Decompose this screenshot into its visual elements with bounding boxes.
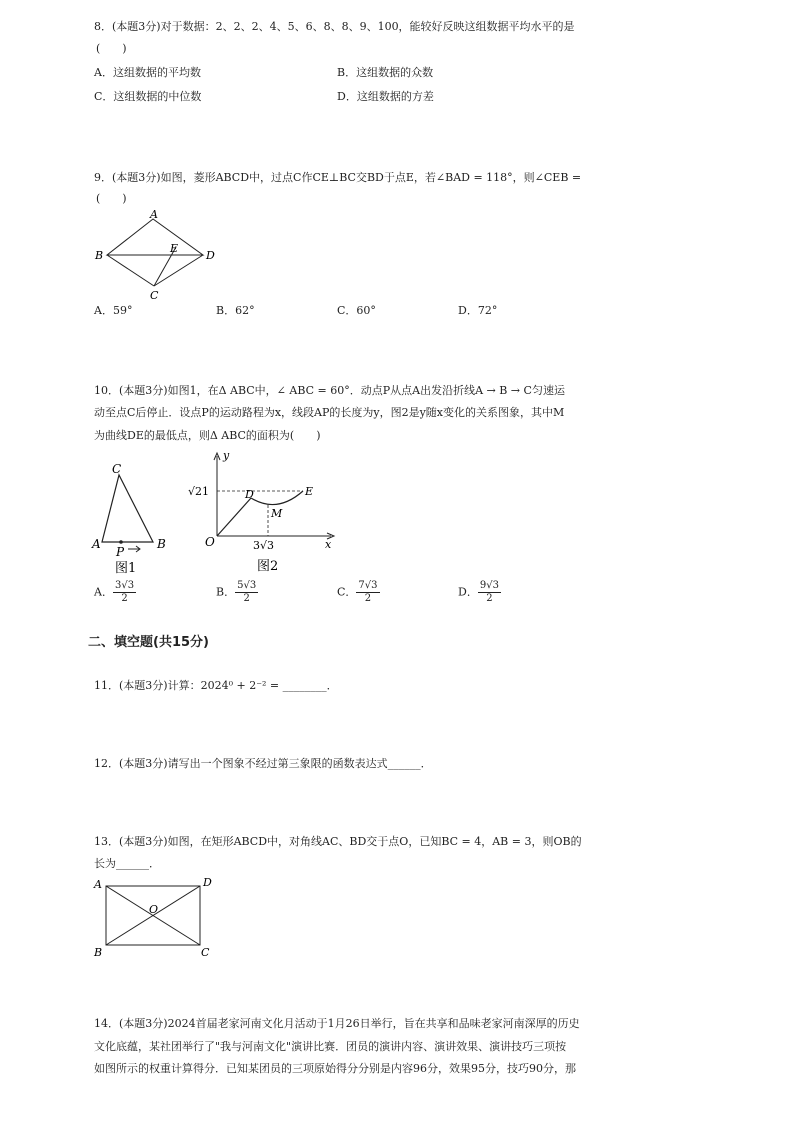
- fraction: [235, 580, 258, 605]
- label-b: B: [95, 249, 104, 262]
- q9-answer-paren: ( ): [96, 192, 127, 205]
- label-e: E: [170, 242, 179, 255]
- point-p: [119, 540, 123, 544]
- rhombus-top: [107, 219, 203, 255]
- label-e: E: [305, 485, 314, 498]
- denominator: 2: [243, 593, 250, 604]
- label-a: A: [94, 878, 102, 891]
- numerator: 7√3: [358, 580, 378, 591]
- numerator: 3√3: [114, 580, 135, 591]
- q8-answer-paren: ( ): [96, 42, 127, 55]
- denominator: 2: [364, 593, 372, 604]
- rhombus-figure: [90, 208, 230, 303]
- tick-sqrt21: √21: [188, 485, 210, 498]
- q10-option-b: [216, 580, 258, 605]
- label-d: D: [206, 249, 215, 262]
- figure-2-caption: 图2: [257, 559, 279, 574]
- q10-option-c: [337, 580, 380, 605]
- label-d: D: [245, 488, 254, 501]
- q10-stem-line3: 为曲线DE的最低点，则Δ ABC的面积为( ): [94, 429, 321, 442]
- q9-option-b: B．62°: [216, 304, 255, 317]
- q9-option-c: C．60°: [337, 304, 376, 317]
- q12-stem: 12．(本题3分)请写出一个图象不经过第三象限的函数表达式______．: [94, 757, 432, 770]
- q9-stem: 9．(本题3分)如图，菱形ABCD中，过点C作CE⊥BC交BD于点E，若∠BAD = 118°，则∠CEB =: [94, 171, 582, 184]
- q8-option-c: C．这组数据的中位数: [94, 90, 202, 103]
- q8-option-d: D．这组数据的方差: [337, 90, 434, 103]
- label-b: B: [157, 537, 166, 551]
- tick-3sqrt3: 3√3: [253, 539, 275, 552]
- label-m: M: [271, 507, 283, 520]
- q10-option-d: [458, 580, 501, 605]
- fraction: [478, 580, 501, 605]
- option-letter: B．: [216, 585, 236, 599]
- segment-od: [217, 498, 251, 536]
- graph-figure-2: [185, 448, 345, 576]
- q13-stem-line2: 长为______．: [94, 857, 160, 870]
- option-letter: C．: [337, 585, 357, 599]
- label-p: P: [116, 545, 125, 559]
- rectangle-figure: [90, 872, 220, 964]
- q10-stem-line1: 10．(本题3分)如图1，在Δ ABC中，∠ ABC = 60°．动点P从点A出发沿折线A → B → C匀速运: [94, 384, 565, 397]
- label-b: B: [94, 946, 103, 959]
- option-letter: D．: [458, 585, 478, 599]
- q8-option-b: B．这组数据的众数: [337, 66, 434, 79]
- triangle-figure-1: [90, 460, 180, 576]
- fraction: [356, 580, 379, 605]
- label-c: C: [201, 946, 210, 959]
- denominator: 2: [486, 593, 493, 604]
- q8-option-a: A．这组数据的平均数: [94, 66, 201, 79]
- q9-option-a: A．59°: [94, 304, 133, 317]
- label-o: O: [149, 903, 159, 916]
- side-bc: [107, 255, 154, 286]
- triangle-abc: [102, 475, 153, 542]
- side-cd: [154, 255, 203, 286]
- denominator: 2: [121, 593, 128, 604]
- fraction: [113, 580, 136, 605]
- label-o: O: [205, 535, 215, 549]
- q14-stem-line3: 如图所示的权重计算得分．已知某团员的三项原始得分分别是内容96分，效果95分，技巧90分，那: [94, 1062, 576, 1075]
- label-y: y: [223, 449, 230, 462]
- q14-stem-line1: 14．(本题3分)2024首届老家河南文化月活动于1月26日举行，旨在共享和品味老家河南深厚的历史: [94, 1017, 580, 1030]
- label-a: A: [92, 537, 101, 551]
- q10-option-a: [94, 580, 136, 605]
- label-c: C: [112, 462, 122, 476]
- numerator: 9√3: [479, 580, 499, 591]
- section-title: 二、填空题(共15分): [88, 635, 209, 650]
- q11-stem: 11．(本题3分)计算：2024⁰ + 2⁻² = ________．: [94, 679, 338, 692]
- figure-1-caption: 图1: [115, 561, 137, 576]
- numerator: 5√3: [237, 580, 257, 591]
- label-d: D: [203, 876, 212, 889]
- q14-stem-line2: 文化底蕴，某社团举行了"我与河南文化"演讲比赛．团员的演讲内容、演讲效果、演讲技巧三项按: [94, 1040, 567, 1053]
- label-c: C: [150, 289, 159, 302]
- label-a: A: [150, 208, 158, 221]
- q13-stem-line1: 13．(本题3分)如图，在矩形ABCD中，对角线AC、BD交于点O，已知BC = 4，AB = 3，则OB的: [94, 835, 582, 848]
- option-letter: A．: [94, 585, 113, 599]
- curve-de: [251, 491, 303, 505]
- label-x: x: [325, 538, 332, 551]
- q9-option-d: D．72°: [458, 304, 498, 317]
- q8-stem: 8．(本题3分)对于数据：2、2、2、4、5、6、8、8、9、100，能较好反映这组数据平均水平的是: [94, 20, 575, 33]
- q10-stem-line2: 动至点C后停止．设点P的运动路程为x，线段AP的长度为y，图2是y随x变化的关系图象，其中M: [94, 406, 565, 419]
